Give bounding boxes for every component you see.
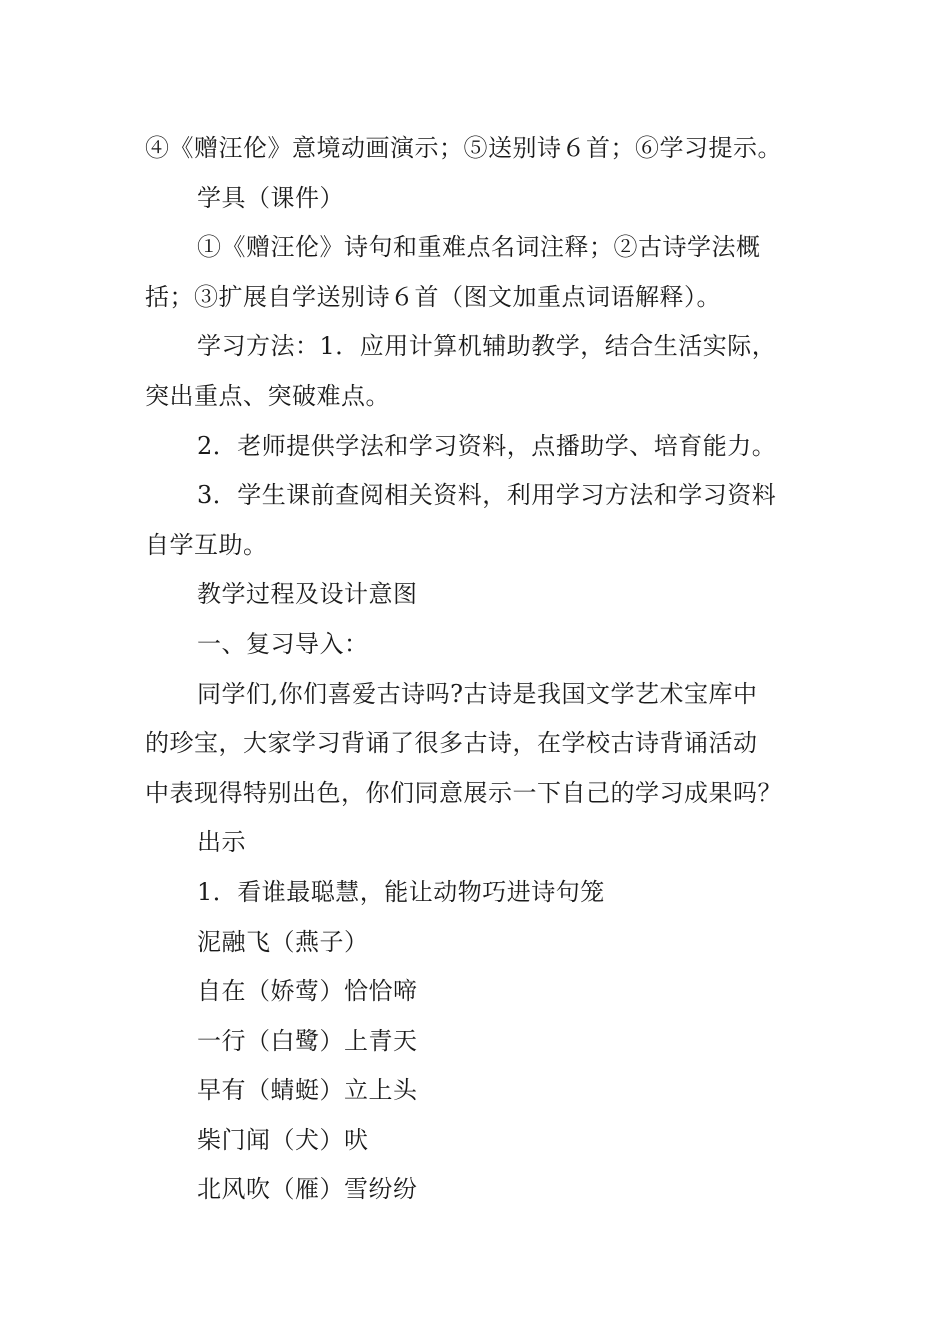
text-line: 1．看谁最聪慧，能让动物巧进诗句笼 (197, 877, 605, 906)
poem-line: 柴门闻（犬）吠 (197, 1125, 369, 1154)
text-line: 学习方法：1．应用计算机辅助教学，结合生活实际， (197, 332, 777, 361)
section-heading: 教学过程及设计意图 (197, 580, 418, 609)
text-line: 同学们,你们喜爱古诗吗?古诗是我国文学艺术宝库中 (197, 679, 758, 708)
text-line: 3．学生课前查阅相关资料，利用学习方法和学习资料 (197, 481, 777, 510)
poem-line: 北风吹（雁）雪纷纷 (197, 1175, 418, 1204)
text-line: 突出重点、突破难点。 (145, 381, 390, 410)
poem-line: 早有（蜻蜓）立上头 (197, 1076, 418, 1105)
text-line: ①《赠汪伦》诗句和重难点名词注释；②古诗学法概 (197, 233, 761, 262)
text-line: 出示 (197, 828, 246, 857)
section-heading: 一、复习导入： (197, 629, 369, 658)
text-line: 中表现得特别出色，你们同意展示一下自己的学习成果吗？ (145, 778, 782, 807)
text-line: 自学互助。 (145, 530, 268, 559)
text-line: 2．老师提供学法和学习资料，点播助学、培育能力。 (197, 431, 777, 460)
text-line: 的珍宝，大家学习背诵了很多古诗，在学校古诗背诵活动 (145, 729, 758, 758)
poem-line: 一行（白鹭）上青天 (197, 1026, 418, 1055)
text-line: ④《赠汪伦》意境动画演示；⑤送别诗６首；⑥学习提示。 (145, 134, 782, 162)
poem-line: 泥融飞（燕子） (197, 927, 369, 956)
document-body (145, 124, 809, 1215)
text-line: 学具（课件） (197, 183, 344, 212)
text-line: 括；③扩展自学送别诗６首（图文加重点词语解释）。 (145, 282, 721, 311)
poem-line: 自在（娇莺）恰恰啼 (197, 977, 418, 1006)
